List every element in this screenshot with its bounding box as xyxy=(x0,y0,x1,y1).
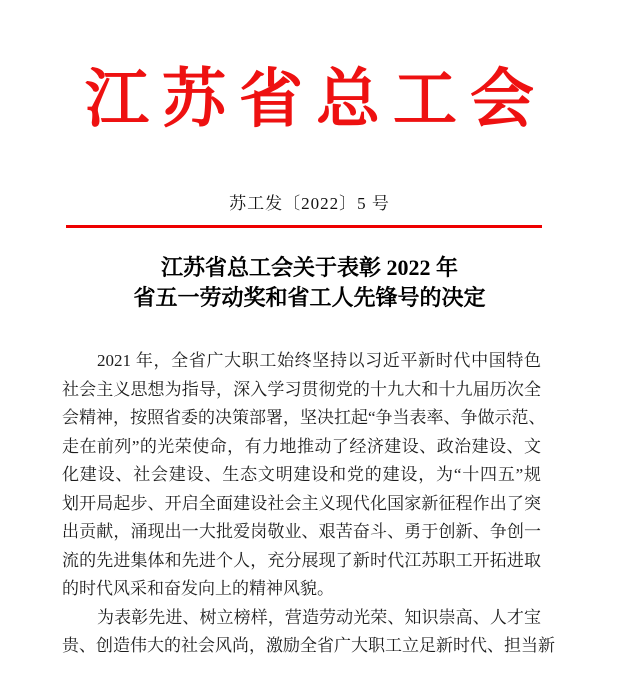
document-title xyxy=(0,253,619,313)
body-line: 流的先进集体和先进个人，充分展现了新时代江苏职工开拓进取 xyxy=(62,550,541,570)
body-line: 的时代风采和奋发向上的精神风貌。 xyxy=(62,579,334,598)
paragraph-2 xyxy=(62,604,555,661)
body-line: 走在前列”的光荣使命，有力地推动了经济建设、政治建设、文 xyxy=(62,436,541,456)
paragraph-1 xyxy=(62,347,546,604)
body-line: 会精神，按照省委的决策部署，坚决扛起“争当表率、争做示范、 xyxy=(62,408,546,427)
body-line: 出贡献，涌现出一大批爱岗敬业、艰苦奋斗、勇于创新、争创一 xyxy=(62,522,541,541)
document-title-line1: 江苏省总工会关于表彰 2022 年 xyxy=(160,255,458,280)
body-line: 社会主义思想为指导，深入学习贯彻党的十九大和十九届历次全 xyxy=(62,379,541,399)
red-divider-rule xyxy=(66,225,542,228)
document-title-line2: 省五一劳动奖和省工人先锋号的决定 xyxy=(133,285,486,310)
document-body xyxy=(62,347,555,661)
body-line: 贵、创造伟大的社会风尚，激励全省广大职工立足新时代、担当新 xyxy=(62,636,555,655)
body-line: 2021 年，全省广大职工始终坚持以习近平新时代中国特色 xyxy=(97,351,541,370)
body-line: 化建设、社会建设、生态文明建设和党的建设，为“十四五”规 xyxy=(62,465,541,484)
org-name-header: 江苏省总工会 xyxy=(85,64,547,135)
body-line: 划开局起步、开启全面建设社会主义现代化国家新征程作出了突 xyxy=(62,493,541,513)
doc-reference-number: 苏工发〔2022〕5 号 xyxy=(229,194,390,213)
body-line: 为表彰先进、树立榜样，营造劳动光荣、知识崇高、人才宝 xyxy=(97,607,541,627)
